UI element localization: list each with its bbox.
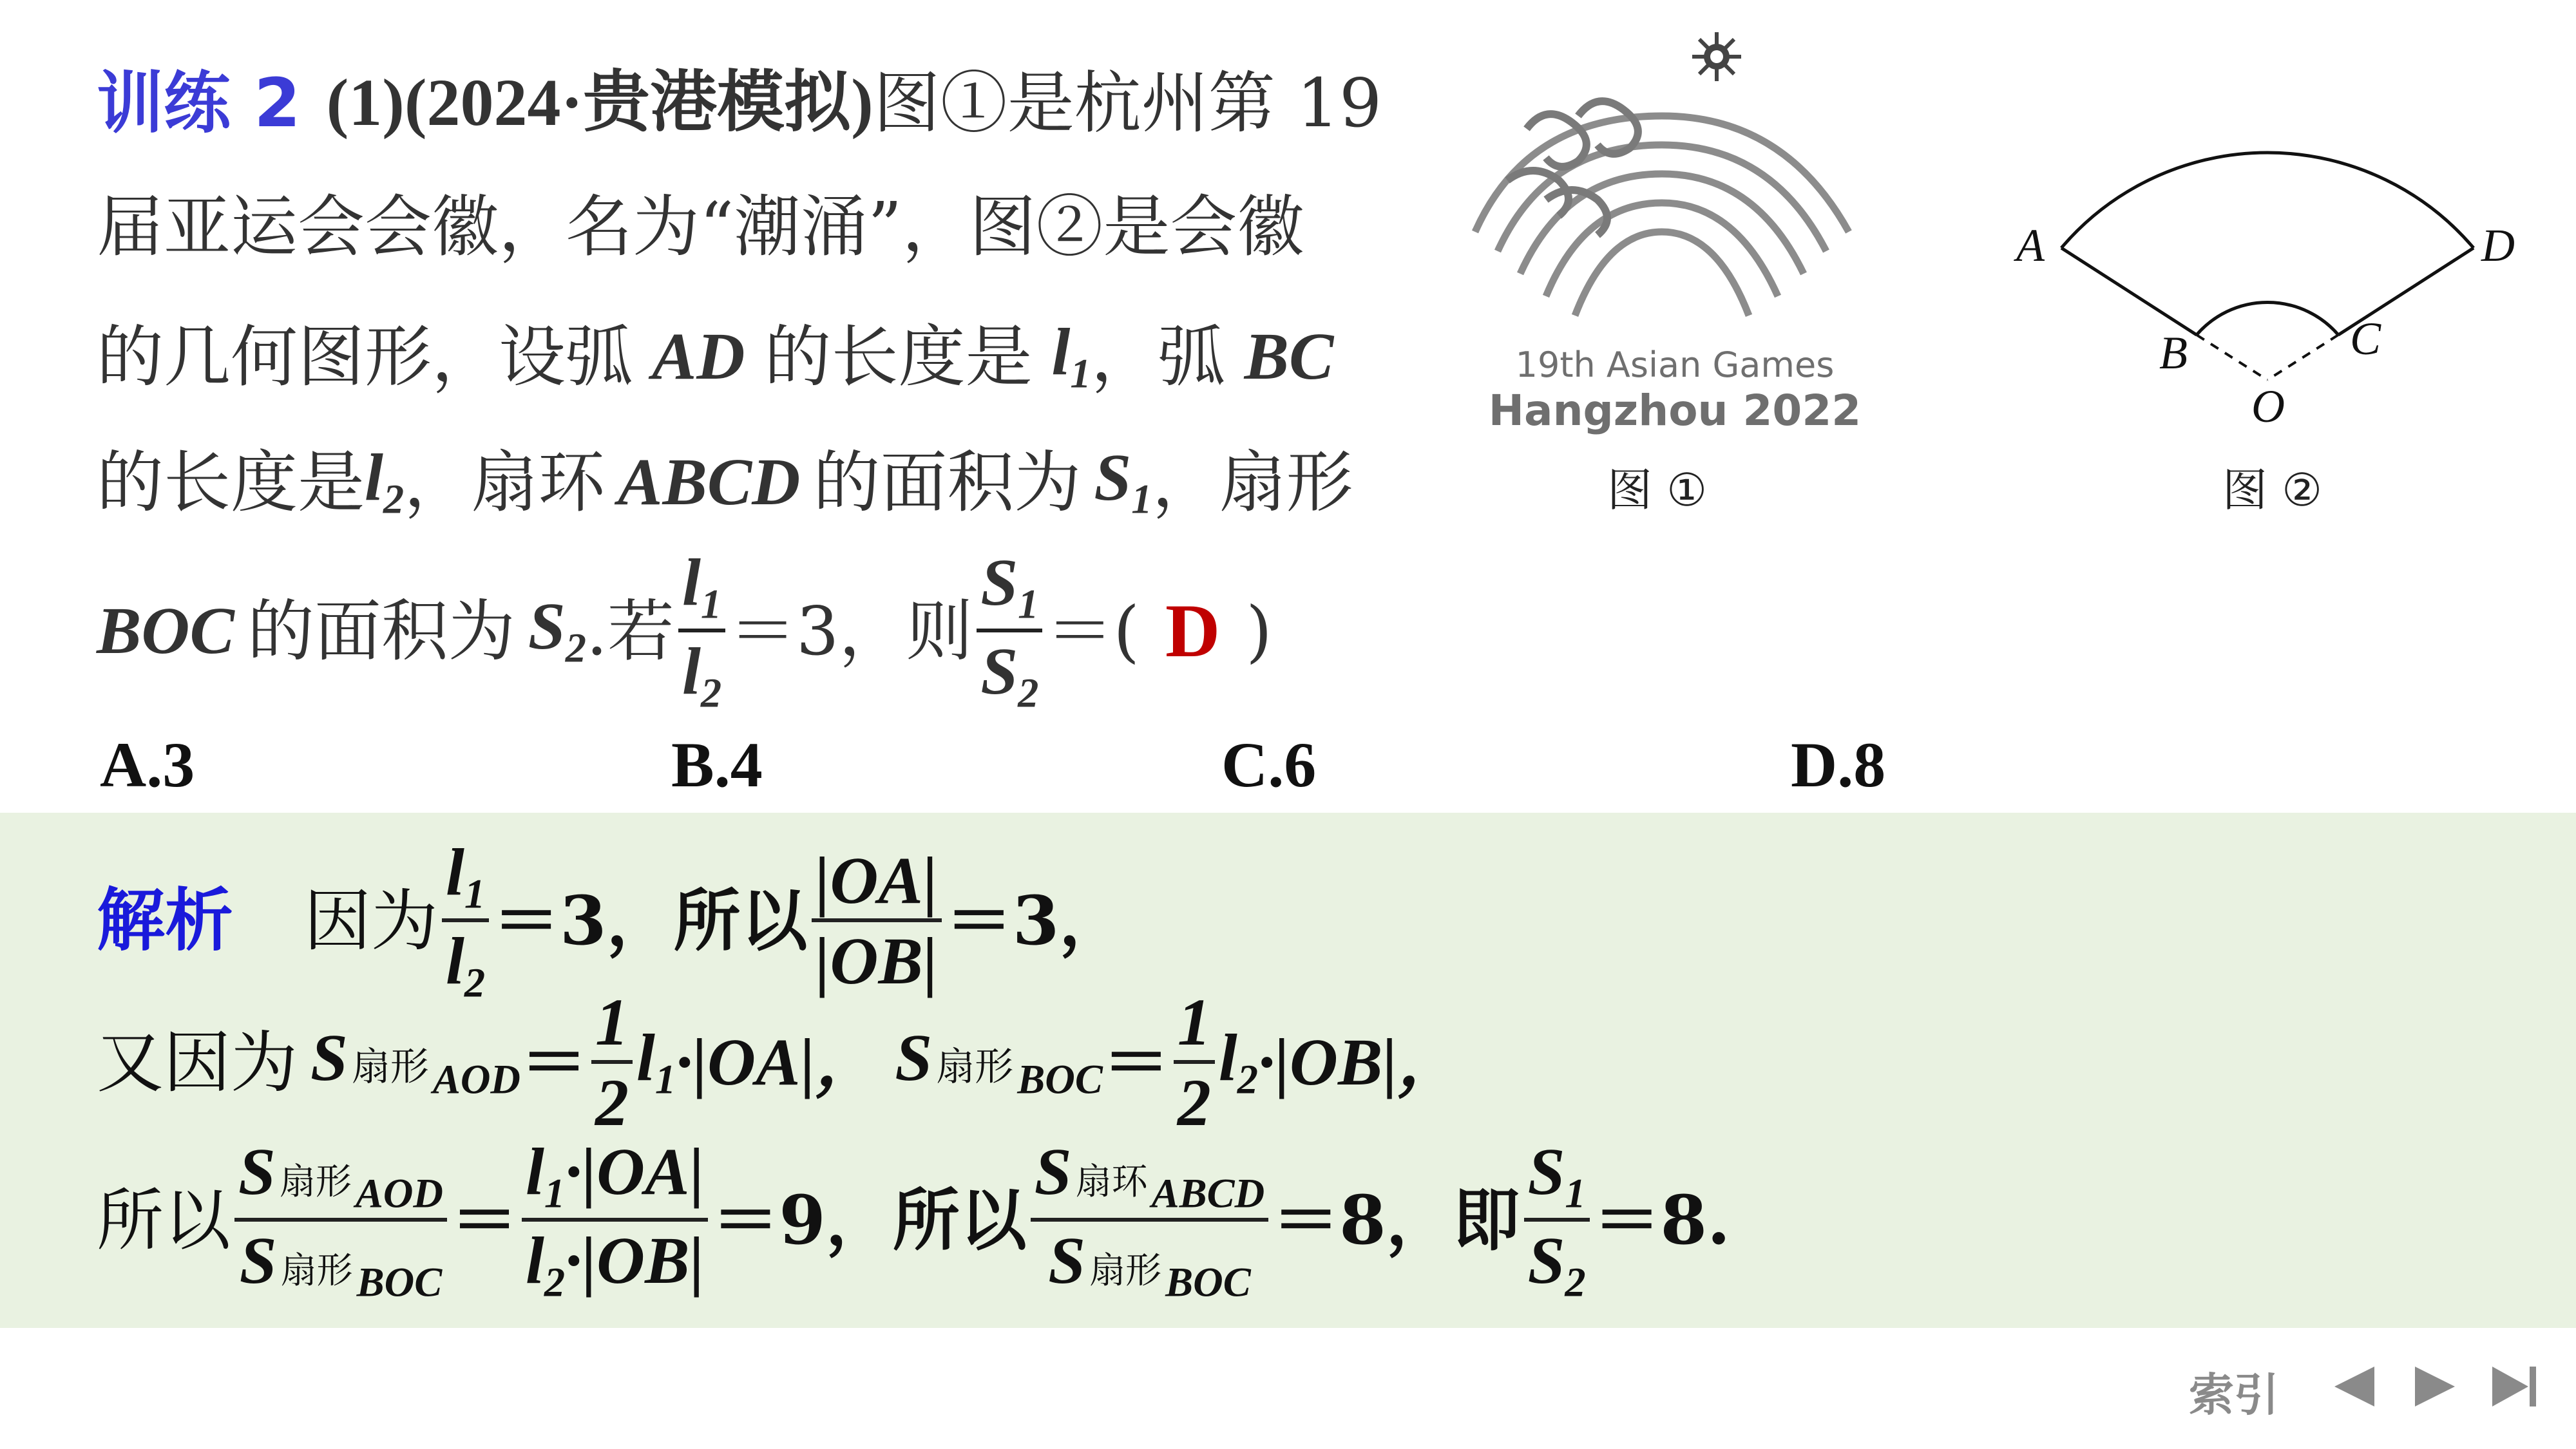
problem-text-3c: ，弧 (1091, 317, 1225, 397)
choice-c[interactable]: C.6 (1221, 729, 1317, 800)
point-o-label: O (2251, 381, 2285, 432)
asian-games-logo (1449, 19, 1900, 444)
arc-ad: AD (652, 319, 745, 394)
var-s2: $S_2$ (528, 589, 586, 671)
problem-line-4 (97, 440, 1353, 522)
problem-source: (1)(2024·贵港模拟) (326, 66, 873, 140)
var-l2: $l_2$ (365, 440, 405, 522)
solution-text-2c: ·|OB|， (1257, 1025, 1465, 1099)
problem-line-2 (97, 187, 1304, 266)
problem-line-5 (97, 545, 1272, 716)
sun-icon (1692, 32, 1741, 81)
arc-bc: BC (1244, 319, 1334, 394)
sol-l1: $l_1$ (636, 1020, 676, 1103)
var-l1: $l_1$ (1051, 315, 1091, 397)
sol-fraction-half-1: $\frac{1}{2}$ (591, 987, 633, 1138)
problem-text-2: 届亚运会会徽，名为“潮涌”，图②是会徽 (97, 187, 1304, 266)
solution-text-3b: ＝9，所以 (712, 1180, 1027, 1260)
problem-text-4c: 的面积为 (813, 443, 1082, 522)
choice-a[interactable]: A.3 (100, 729, 195, 800)
answer-letter: D (1165, 589, 1221, 673)
point-a-label: A (2016, 220, 2045, 271)
fraction-l1-l2: $\frac{l_1}{l_2}$ (678, 547, 725, 715)
sol-fraction-oa-ob: $\frac{|OA|}{|OB|}$ (812, 846, 942, 996)
problem-paren-close: ) (1246, 592, 1272, 670)
logo-text-line1: 19th Asian Games (1515, 345, 1835, 385)
exercise-label: 训练 2 (97, 64, 301, 142)
point-d-label: D (2481, 220, 2515, 271)
problem-text-4d: ，扇形 (1152, 443, 1353, 522)
problem-text-5b: .若 (586, 592, 674, 670)
solution-text-2b: ·|OA|， (676, 1025, 883, 1099)
sol-fraction-l1-l2: $\frac{l_1}{l_2}$ (442, 837, 489, 1005)
arc-ad-shape (2061, 153, 2474, 248)
figure1-caption: 图 ① (1607, 464, 1708, 516)
sector-boc: BOC (97, 594, 234, 668)
choice-d[interactable]: D.8 (1791, 729, 1886, 800)
problem-text-5d: ＝( (1046, 592, 1140, 670)
solution-label: 解析 (97, 881, 233, 960)
problem-text-5c: ＝3，则 (729, 592, 973, 670)
solution-text-3a: 所以 (97, 1181, 231, 1260)
sol-eq-1: ＝ (520, 1023, 587, 1102)
index-link[interactable]: 索引 (2189, 1368, 2279, 1421)
sol-l2: $l_2$ (1218, 1020, 1258, 1103)
problem-text-3b: 的长度是 (764, 317, 1033, 397)
solution-text-2a: 又因为 (97, 1023, 298, 1102)
solution-text-3c: ＝8，即 (1272, 1180, 1520, 1260)
sol-fraction-l-oa: $\frac{l_1\cdot|OA|}{l_2\cdot|OB|}$ (522, 1137, 708, 1305)
sol-eq-2: ＝ (1102, 1023, 1170, 1102)
solution-line-2 (97, 985, 1465, 1140)
point-b-label: B (2159, 327, 2188, 379)
solution-text-3d: ＝8. (1593, 1180, 1731, 1260)
solution-text-1b: ＝3，所以 (493, 881, 808, 960)
sol-fraction-area-ratio: $\frac{S 扇形_{AOD}}{S 扇形_{BOC}}$ (234, 1137, 447, 1305)
sector-aod-area: S扇形$_{AOD}$ (310, 1020, 520, 1103)
ring-abcd: ABCD (618, 445, 801, 520)
solution-line-1 (97, 835, 1127, 1006)
problem-text-4a: 的长度是 (97, 443, 365, 522)
next-arrow-icon[interactable] (2412, 1364, 2457, 1409)
problem-text-1: 图①是杭州第 19 (873, 64, 1382, 142)
sol-fraction-ring-ratio: $\frac{S 扇环_{ABCD}}{S 扇形_{BOC}}$ (1031, 1137, 1268, 1305)
prev-arrow-icon[interactable] (2332, 1364, 2377, 1409)
figure2-caption: 图 ② (2222, 464, 2323, 516)
solution-text-1a: 因为 (304, 882, 439, 960)
problem-line-1 (97, 64, 1382, 142)
problem-text-5a: 的面积为 (247, 592, 515, 670)
problem-text-4b: ，扇环 (404, 443, 606, 522)
solution-text-1c: ＝3， (945, 881, 1127, 960)
arc-bc-shape (2197, 302, 2338, 335)
point-c-label: C (2350, 313, 2381, 365)
sol-eq-3: ＝ (450, 1180, 518, 1260)
var-s1: $S_1$ (1094, 440, 1152, 522)
last-page-icon[interactable] (2490, 1364, 2541, 1409)
problem-text-3a: 的几何图形，设弧 (97, 317, 633, 397)
logo-text-line2: Hangzhou 2022 (1488, 386, 1862, 435)
sol-fraction-half-2: $\frac{1}{2}$ (1174, 987, 1215, 1138)
sector-boc-area: S扇形$_{BOC}$ (895, 1020, 1103, 1103)
solution-line-3 (97, 1134, 1731, 1305)
problem-line-3 (97, 315, 1334, 397)
sector-ring-diagram (2010, 116, 2525, 451)
choice-b[interactable]: B.4 (671, 729, 763, 800)
fraction-s1-s2: $\frac{S_1}{S_2}$ (977, 547, 1042, 715)
sol-fraction-s1-s2: $\frac{S_1}{S_2}$ (1524, 1137, 1590, 1305)
